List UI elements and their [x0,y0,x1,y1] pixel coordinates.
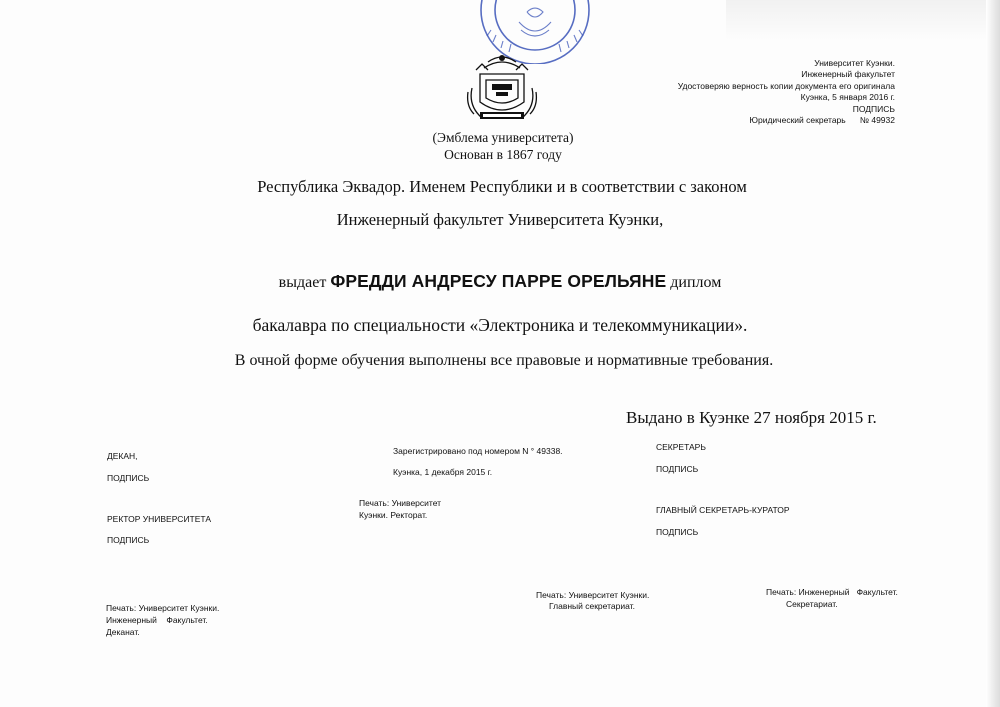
faculty-line: Инженерный факультет Университета Куэнки, [336,210,664,229]
chief-secretary-title: ГЛАВНЫЙ СЕКРЕТАРЬ-КУРАТОР [656,505,790,515]
certification-line: Куэнка, 5 января 2016 г. [800,92,895,103]
founded-year: Основан в 1867 году [444,147,562,162]
republic-line: Республика Эквадор. Именем Республики и в соответствии с законом [257,177,747,196]
dean-office-seal-line2: Инженерный Факультет. [106,615,208,625]
certification-block [655,58,895,126]
emblem-caption [423,129,583,163]
chief-secretary-signature: ПОДПИСЬ [656,527,699,537]
university-emblem [462,48,542,128]
emblem-label: (Эмблема университета) [432,130,574,145]
requirements-line: В очной форме обучения выполнены все правовые и нормативные требования. [234,352,774,369]
issue-date: Выдано в Куэнке 27 ноября 2015 г. [626,408,877,427]
dean-title: ДЕКАН, [107,451,138,461]
issues-prefix: выдает [278,274,327,291]
degree-line: бакалавра по специальности «Электроника и телекоммуникации». [252,315,748,335]
issuance-line [0,271,1000,292]
general-secretariat-seal-line1: Печать: Университет Куэнки. [536,590,650,600]
scan-shade [726,0,986,40]
certification-line: ПОДПИСЬ [852,103,895,114]
dean-office-seal-line1: Печать: Университет Куэнки. [106,603,220,613]
rectorate-seal-line1: Печать: Университет [359,498,442,508]
certification-line: Инженерный факультет [801,69,895,80]
rectorate-seal-line2: Куэнки. Ректорат. [359,510,428,520]
rector-signature: ПОДПИСЬ [107,535,150,545]
secretary-signature: ПОДПИСЬ [656,464,699,474]
faculty-secretariat-seal-line1: Печать: Инженерный Факультет. [766,587,898,597]
registration-place-date: Куэнка, 1 декабря 2015 г. [393,467,493,477]
certification-line: Юридический секретарь № 49932 [749,115,895,126]
faculty-secretariat-seal-line2: Секретариат. [786,599,838,609]
registration-number: Зарегистрировано под номером N ° 49338. [393,446,563,456]
certification-line: Удостоверяю верность копии документа его оригинала [677,80,895,91]
recipient-name: ФРЕДДИ АНДРЕСУ ПАРРЕ ОРЕЛЬЯНЕ [330,271,667,291]
secretary-title: СЕКРЕТАРЬ [656,442,706,452]
certification-line: Университет Куэнки. [814,58,895,68]
issues-suffix: диплом [670,274,722,291]
rector-title: РЕКТОР УНИВЕРСИТЕТА [107,514,211,524]
dean-signature: ПОДПИСЬ [107,473,150,483]
general-secretariat-seal-line2: Главный секретариат. [549,601,635,611]
dean-office-seal-line3: Деканат. [106,627,140,637]
